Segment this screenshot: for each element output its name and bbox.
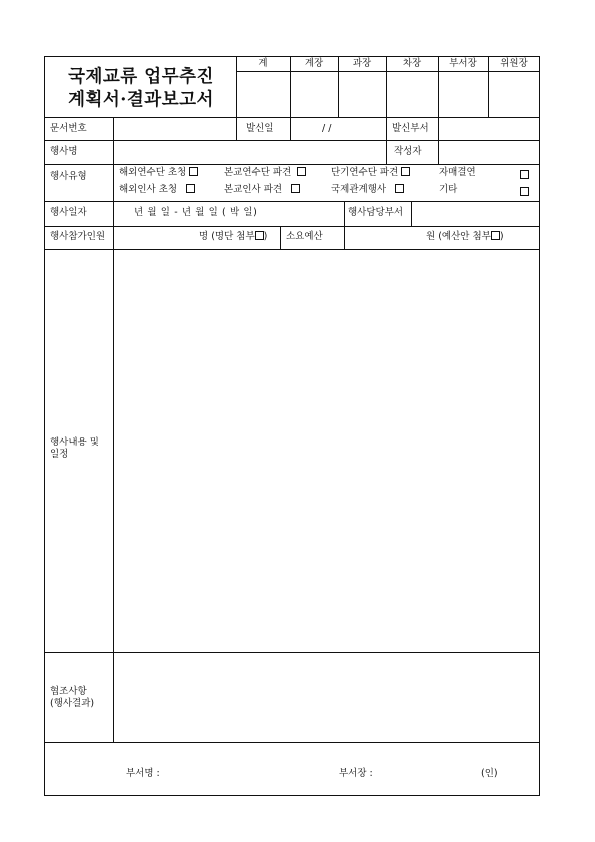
event-date-label: 행사일자 <box>50 207 87 218</box>
event-type-option[interactable]: 해외인사 초청 <box>119 184 195 196</box>
frame-right <box>539 56 540 796</box>
event-name-field[interactable] <box>114 141 386 164</box>
issue-dept-label: 발신부서 <box>392 123 429 134</box>
event-type-option[interactable]: 해외연수단 초청 <box>119 167 198 179</box>
checkbox-icon[interactable] <box>255 231 264 240</box>
row-line <box>44 164 540 165</box>
cooperation-field[interactable] <box>114 653 539 742</box>
frame-top <box>44 56 540 57</box>
doc-number-label: 문서번호 <box>50 123 87 134</box>
cell-divider <box>236 117 237 140</box>
issue-date-label: 발신일 <box>246 123 274 134</box>
approval-sign-box[interactable] <box>489 72 539 117</box>
issue-dept-field[interactable] <box>439 118 539 140</box>
checkbox-icon[interactable] <box>401 167 410 176</box>
doc-title-line2: 계획서·결과보고서 <box>68 90 214 110</box>
budget-label: 소요예산 <box>286 231 323 242</box>
content-field[interactable] <box>114 250 539 652</box>
checkbox-icon[interactable] <box>189 167 198 176</box>
cell-divider <box>290 117 291 140</box>
event-type-option[interactable]: 국제관계행사 <box>331 184 404 196</box>
checkbox-icon[interactable] <box>520 170 529 179</box>
budget-unit[interactable]: 원 (예산안 첨부 ) <box>426 231 504 242</box>
approval-header: 부서장 <box>449 58 477 69</box>
doc-title-line1: 국제교류 업무추진 <box>68 67 214 87</box>
event-type-option[interactable]: 자매결연 <box>439 167 476 178</box>
participants-unit[interactable]: 명 (명단 첨부 ) <box>199 231 268 242</box>
doc-number-field[interactable] <box>114 118 236 140</box>
event-dept-label: 행사담당부서 <box>348 207 404 218</box>
checkbox-icon[interactable] <box>520 187 529 196</box>
approval-header: 과장 <box>352 58 372 69</box>
cell-divider <box>344 226 345 249</box>
approval-header: 위원장 <box>500 58 528 69</box>
event-type-option[interactable]: 단기연수단 파견 <box>331 167 410 179</box>
checkbox-icon[interactable] <box>186 184 195 193</box>
cell-divider <box>280 226 281 249</box>
approval-header: 계 <box>258 58 268 69</box>
event-type-option[interactable]: 본교인사 파견 <box>224 184 300 196</box>
event-type-label: 행사유형 <box>50 171 87 182</box>
row-line <box>44 742 540 743</box>
checkbox-icon[interactable] <box>291 184 300 193</box>
event-date-range[interactable]: 년 월 일 - 년 월 일 ( 박 일) <box>134 207 258 218</box>
frame-bottom <box>44 795 540 796</box>
checkbox-icon[interactable] <box>297 167 306 176</box>
event-type-option[interactable]: 기타 <box>439 184 458 195</box>
cell-divider <box>344 201 345 226</box>
event-dept-field[interactable] <box>412 202 539 226</box>
participants-label: 행사참가인원 <box>50 231 106 242</box>
seal-mark: (인) <box>481 768 498 779</box>
approval-sign-box[interactable] <box>439 72 488 117</box>
approval-sign-box[interactable] <box>387 72 438 117</box>
approval-sign-box[interactable] <box>291 72 338 117</box>
approval-sign-box[interactable] <box>237 72 290 117</box>
frame-left <box>44 56 45 796</box>
event-type-option[interactable]: 본교연수단 파견 <box>224 167 306 179</box>
checkbox-icon[interactable] <box>395 184 404 193</box>
content-label: 행사내용 및 일정 <box>50 437 99 460</box>
checkbox-icon[interactable] <box>491 231 500 240</box>
event-name-label: 행사명 <box>50 146 78 157</box>
cooperation-label: 협조사항 (행사결과) <box>50 686 95 709</box>
issue-date-field[interactable]: / / <box>322 123 332 134</box>
dept-name-label: 부서명 : <box>126 768 160 779</box>
author-field[interactable] <box>439 141 539 164</box>
dept-head-label: 부서장 : <box>339 768 373 779</box>
approval-header: 계장 <box>304 58 324 69</box>
approval-header: 차장 <box>402 58 422 69</box>
cell-divider <box>386 117 387 164</box>
approval-sign-box[interactable] <box>339 72 386 117</box>
author-label: 작성자 <box>394 146 422 157</box>
row-line <box>44 226 540 227</box>
